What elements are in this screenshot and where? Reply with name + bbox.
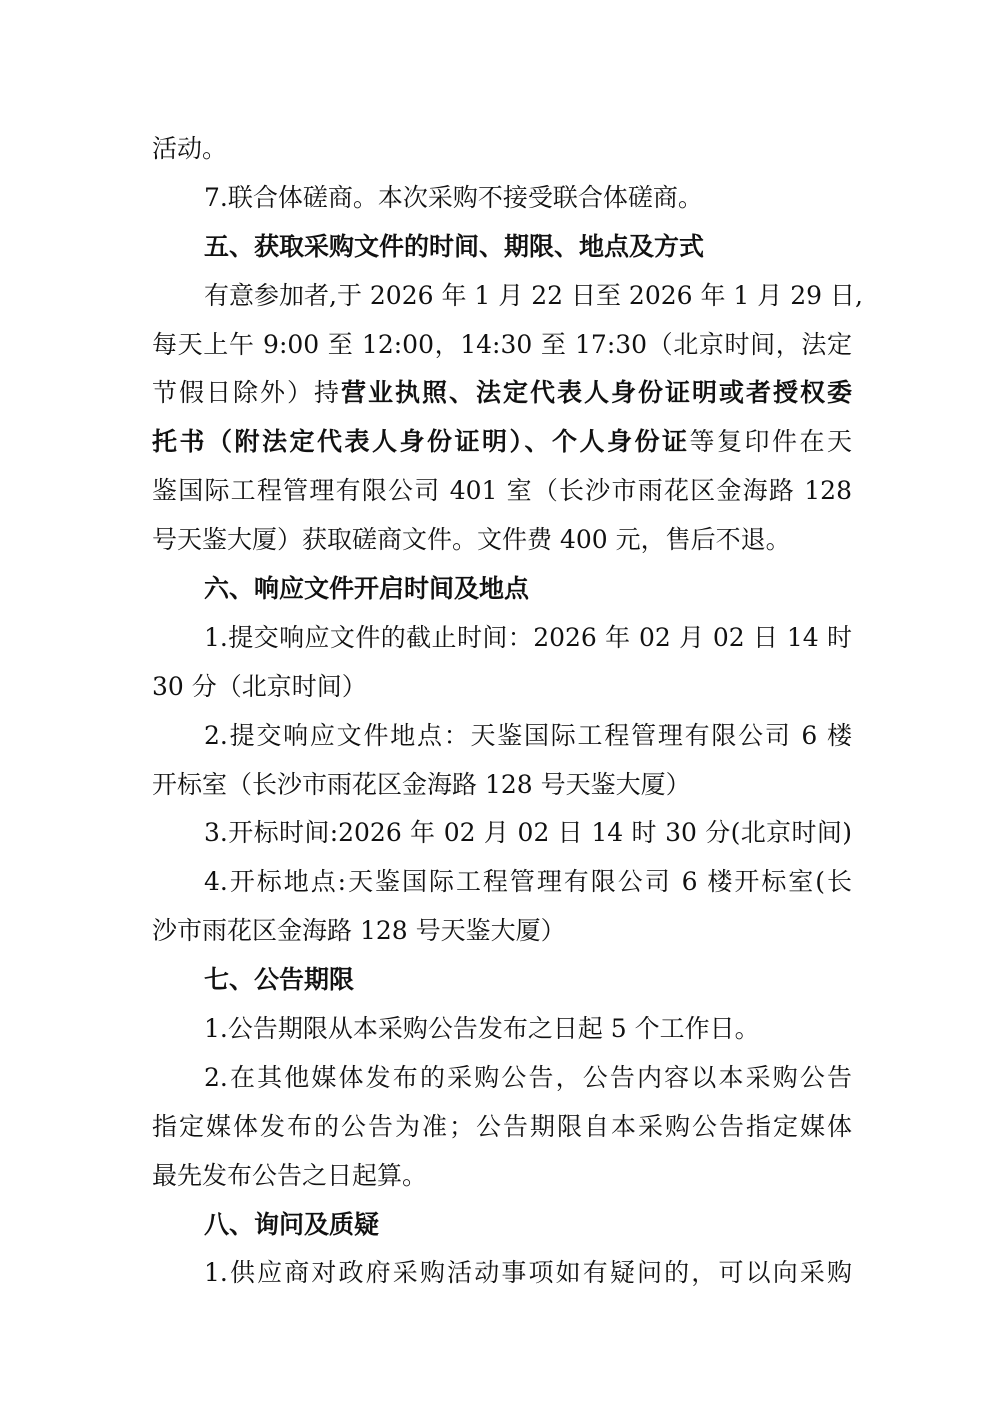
paragraph-line: 沙市雨花区金海路 128 号天鉴大厦）: [152, 916, 566, 946]
text-run: 节假日除外）持: [152, 378, 341, 408]
paragraph-line: 30 分（北京时间）: [152, 671, 367, 701]
paragraph-line: 活动。: [152, 134, 228, 163]
paragraph-line: 2.提交响应文件地点：天鉴国际工程管理有限公司 6 楼: [204, 720, 852, 750]
paragraph-line: [152, 369, 852, 418]
paragraph-line: 3.开标时间:2026 年 02 月 02 日 14 时 30 分(北京时间): [204, 818, 852, 848]
bold-text-run: 托书（附法定代表人身份证明）、个人身份证: [152, 427, 690, 457]
text-run: 等复印件在天: [689, 427, 852, 457]
paragraph-line: 鉴国际工程管理有限公司 401 室（长沙市雨花区金海路 128: [152, 476, 852, 506]
paragraph-line: [152, 418, 852, 467]
paragraph-line: 1.提交响应文件的截止时间：2026 年 02 月 02 日 14 时: [204, 622, 852, 652]
section-heading: 五、获取采购文件的时间、期限、地点及方式: [204, 231, 705, 261]
paragraph-line: 7.联合体磋商。本次采购不接受联合体磋商。: [204, 182, 703, 212]
paragraph-line: 开标室（长沙市雨花区金海路 128 号天鉴大厦）: [152, 769, 691, 799]
paragraph-line: 最先发布公告之日起算。: [152, 1160, 428, 1190]
paragraph-line: 指定媒体发布的公告为准；公告期限自本采购公告指定媒体: [152, 1111, 852, 1141]
bold-text-run: 营业执照、法定代表人身份证明或者授权委: [341, 378, 852, 408]
paragraph-line: 号天鉴大厦）获取磋商文件。文件费 400 元，售后不退。: [152, 525, 791, 555]
paragraph-line: 1.供应商对政府采购活动事项如有疑问的，可以向采购: [204, 1258, 852, 1288]
section-heading: 七、公告期限: [204, 965, 355, 995]
paragraph-line: 每天上午 9:00 至 12:00，14:30 至 17:30（北京时间，法定: [152, 329, 852, 359]
section-heading: 八、询问及质疑: [204, 1209, 380, 1239]
document-body: [152, 125, 863, 1298]
section-heading: 六、响应文件开启时间及地点: [204, 574, 530, 604]
paragraph-line: 有意参加者,于 2026 年 1 月 22 日至 2026 年 1 月 29 日,: [204, 280, 863, 310]
paragraph-line: 1.公告期限从本采购公告发布之日起 5 个工作日。: [204, 1014, 760, 1044]
paragraph-line: 2.在其他媒体发布的采购公告，公告内容以本采购公告: [204, 1062, 852, 1092]
paragraph-line: 4.开标地点:天鉴国际工程管理有限公司 6 楼开标室(长: [204, 867, 852, 897]
